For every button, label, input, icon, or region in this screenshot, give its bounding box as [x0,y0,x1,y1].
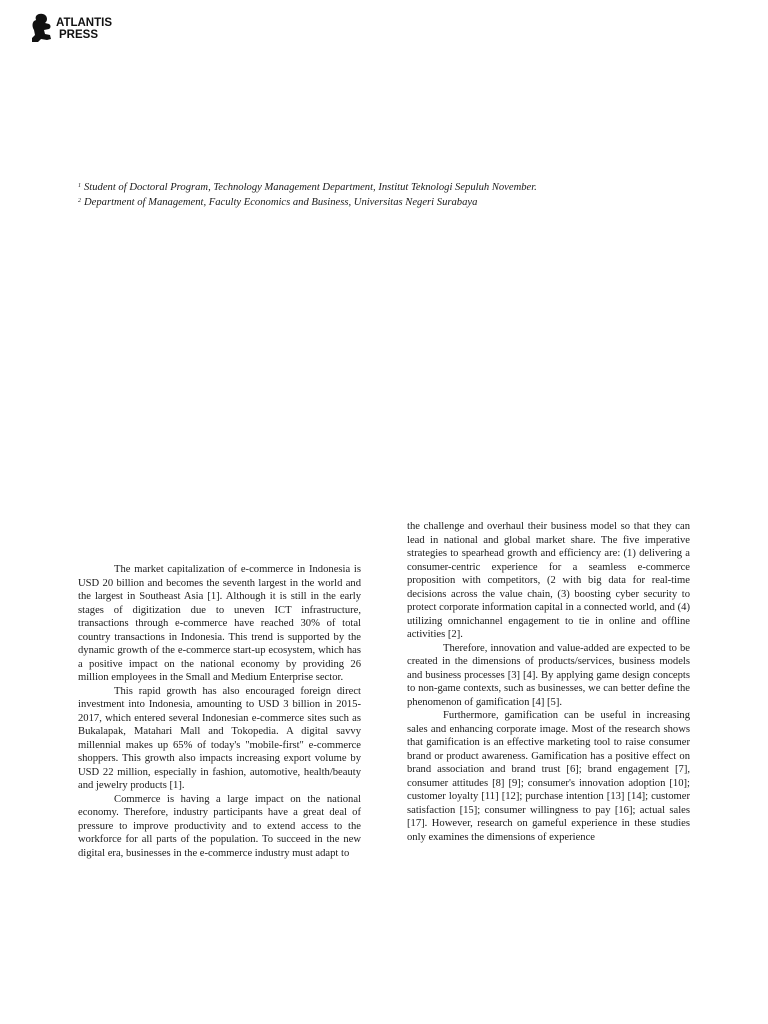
logo-wordmark [56,17,112,41]
affiliation-2 [78,195,698,210]
paragraph: This rapid growth has also encouraged foreign direct investment into Indonesia, amounting to USD 3 billion in 2015-2017, which entered several Indonesian e-commerce sites such as Bukalapak, Matahari Mall and Tokopedia. A digital savvy millennial makes up 65% of today's "mobile-first" e-commerce shoppers. This growth also impacts increasing export volume by USD 22 million, especially in fashion, automotive, health/beauty and jewelry products [1]. [78,685,361,791]
affiliations [78,180,698,209]
logo-line-1: ATLANTIS [56,17,113,29]
paragraph: The market capitalization of e-commerce in Indonesia is USD 20 billion and becomes the seventh largest in the world and the largest in Southeast Asia [1]. Although it is still in the early stages of digitization due to uneven ICT infrastructure, transactions through e-commerce have reached 30% of total country transactions in Indonesia. This trend is supported by the dynamic growth of the e-commerce start-up ecosystem, which has a positive impact on the national economy by providing 26 million employees in the Small and Medium Enterprise sector. [78,564,361,683]
affiliation-1 [78,180,698,195]
body-left-column [78,563,361,860]
paragraph: Furthermore, gamification can be useful in increasing sales and enhancing corporate image. Most of the research shows that gamification is an effective marketing tool to raise consumer brand or product awareness. Gamification has a positive effect on brand association and brand trust [6]; brand engagement [7], consumer attitudes [8] [9]; consumer's innovation adoption [10]; customer loyalty [11] [12]; purchase intention [13] [14]; customer satisfaction [15]; consumer willingness to pay [16]; actual sales [17]. However, research on gameful experience in these studies only examines the dimensions of experience [407,710,690,843]
paragraph: Therefore, innovation and value-added are expected to be created in the dimensions of products/services, business models and business processes [3] [4]. By applying game design concepts to non-game contexts, such as businesses, we can better define the phenomenon of gamification [4] [5]. [407,642,690,708]
thinker-logo-icon [30,13,54,43]
affiliation-text: Department of Management, Faculty Economics and Business, Universitas Negeri Surabaya [84,196,478,208]
paragraph: the challenge and overhaul their business model so that they can lead in national and global market share. The five imperative strategies to spearhead growth and efficiency are: (1) delivering a consumer-centric experience for a seamless e-commerce proposition with competitors, (2 with big data for real-time decisions across the value chain, (3) boosting cyber security to protect corporate information capital in a connected world, and (4) utilizing omnichannel engagement to tie in online and offline activities [2]. [407,521,690,640]
affiliation-marker: 1 [78,183,81,189]
body-right-column [407,520,690,844]
affiliation-text: Student of Doctoral Program, Technology Management Department, Institut Teknologi Sepuluh November. [84,182,537,193]
paragraph: Commerce is having a large impact on the national economy. Therefore, industry participants have a great deal of pressure to improve productivity and to extend access to the workforce for all parts of the population. To succeed in the new digital era, businesses in the e-commerce industry must adapt to [78,793,361,859]
logo-line-2: PRESS [59,29,98,41]
affiliation-marker: 2 [78,197,81,204]
